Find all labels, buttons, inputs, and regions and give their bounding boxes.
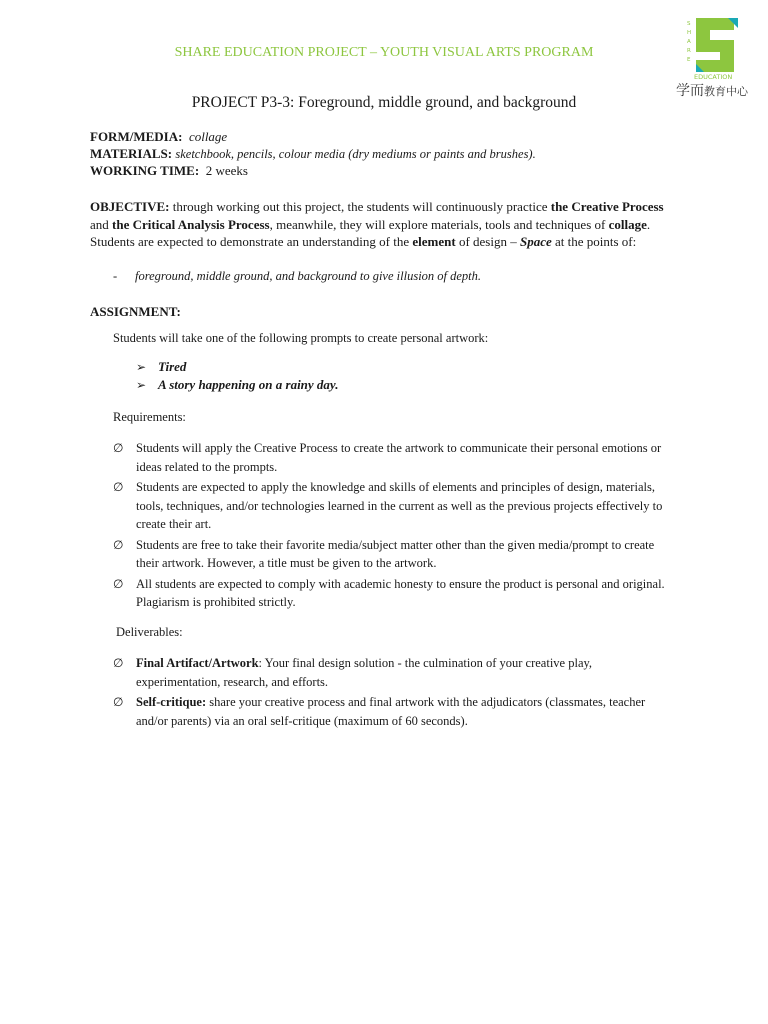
requirements-label: Requirements: bbox=[113, 410, 186, 424]
arrow-bullet-icon: ➢ bbox=[136, 360, 147, 374]
list-item: ➢ Tired bbox=[136, 359, 187, 374]
requirements-list bbox=[113, 439, 673, 612]
working-time-row: WORKING TIME: 2 weeks bbox=[90, 163, 248, 178]
list-item: ➢ A story happening on a rainy day. bbox=[136, 377, 339, 392]
materials-row: MATERIALS: sketchbook, pencils, colour media (dry mediums or paints and brushes). bbox=[90, 146, 536, 161]
list-item: ∅ Self-critique: share your creative process and final artwork with the adjudicators (classmates, teacher and/or parents) via an oral self-critique (maximum of 60 seconds). bbox=[113, 695, 646, 728]
empty-set-bullet-icon: ∅ bbox=[113, 480, 124, 494]
deliverables-list bbox=[113, 654, 673, 730]
objective-point: - foreground, middle ground, and background to give illusion of depth. bbox=[113, 269, 482, 283]
list-item: ∅ Students are free to take their favorite media/subject matter other than the given media/prompt to create their artwork. However, a title must be given to the artwork. bbox=[113, 537, 655, 570]
header-program: YOUTH VISUAL ARTS PROGRAM bbox=[379, 45, 594, 60]
empty-set-bullet-icon: ∅ bbox=[113, 441, 124, 455]
empty-set-bullet-icon: ∅ bbox=[113, 576, 124, 591]
empty-set-bullet-icon: ∅ bbox=[113, 695, 124, 709]
meta-block bbox=[90, 128, 680, 179]
empty-set-bullet-icon: ∅ bbox=[113, 656, 124, 670]
header-org: SHARE EDUCATION PROJECT bbox=[174, 45, 367, 60]
svg-text:E: E bbox=[687, 57, 691, 63]
svg-text:A: A bbox=[687, 39, 691, 45]
logo-vertical-s: S bbox=[687, 21, 691, 27]
header-separator: – bbox=[366, 45, 380, 60]
objective-paragraph: OBJECTIVE: through working out this project, the students will continuously practice the Creative Process and the Critical Analysis Process, meanwhile, they will explore materials, tools and techniques of collage. Students are expected to demonstrate an understanding of the element of design – Space at the points of: bbox=[90, 199, 664, 249]
assignment-intro: Students will take one of the following prompts to create personal artwork: bbox=[113, 331, 489, 345]
prompt-list bbox=[136, 358, 338, 394]
list-item: ∅ All students are expected to comply with academic honesty to ensure the product is personal and original. Plagiarism is prohibited strictly. bbox=[113, 576, 665, 609]
assignment-heading: ASSIGNMENT: bbox=[90, 304, 181, 319]
list-item: ∅ Students are expected to apply the knowledge and skills of elements and principles of design, materials, tools, techniques, and/or technologies learned in the current as well as the previous projects effectively to create their art. bbox=[113, 480, 663, 531]
logo-word: EDUCATION bbox=[694, 73, 733, 81]
deliverables-label: Deliverables: bbox=[116, 625, 183, 639]
logo-chinese-text: 学而教育中心 bbox=[676, 83, 748, 99]
form-media-row: FORM/MEDIA: collage bbox=[90, 129, 228, 144]
list-item: ∅ Final Artifact/Artwork: Your final design solution - the culmination of your creative play, experimentation, research, and efforts. bbox=[113, 656, 593, 689]
svg-text:H: H bbox=[687, 30, 692, 36]
arrow-bullet-icon: ➢ bbox=[136, 378, 147, 392]
program-header bbox=[0, 45, 768, 61]
svg-text:R: R bbox=[687, 48, 691, 54]
list-item: ∅ Students will apply the Creative Process to create the artwork to communicate their personal emotions or ideas related to the prompts. bbox=[113, 441, 662, 474]
page-title: PROJECT P3-3: Foreground, middle ground, and background bbox=[191, 94, 577, 111]
empty-set-bullet-icon: ∅ bbox=[113, 537, 124, 552]
